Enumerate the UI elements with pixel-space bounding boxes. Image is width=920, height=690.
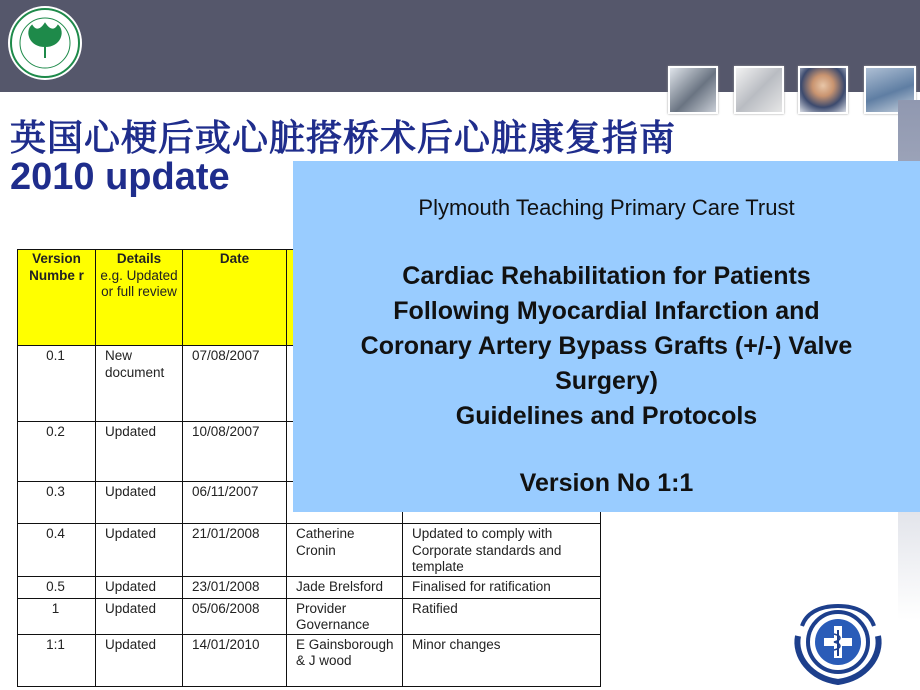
cell-notes: Ratified	[403, 598, 601, 634]
cell-details: Updated	[96, 576, 183, 598]
cell-date: 06/11/2007	[183, 482, 287, 524]
table-row	[18, 524, 601, 577]
cell-date: 21/01/2008	[183, 524, 287, 577]
cell-details: Updated	[96, 598, 183, 634]
cell-notes: Finalised for ratification	[403, 576, 601, 598]
cell-details: Updated	[96, 634, 183, 686]
guideline-title-line: Following Myocardial Infarction and	[393, 297, 820, 325]
cell-author: Jade Brelsford	[287, 576, 403, 598]
table-row	[18, 634, 601, 686]
cell-notes: Minor changes	[403, 634, 601, 686]
header-details-sub: e.g. Updated or full review	[100, 267, 178, 299]
cell-author: Catherine Cronin	[287, 524, 403, 577]
cell-version: 1:1	[18, 634, 96, 686]
header-details-bold: Details	[116, 251, 162, 266]
cell-details: Updated	[96, 422, 183, 482]
cell-notes: Updated to comply with Corporate standards and template	[403, 524, 601, 577]
cell-version: 0.2	[18, 422, 96, 482]
cell-version: 0.4	[18, 524, 96, 577]
cell-details: New document	[96, 346, 183, 422]
page-title-chinese: 英国心梗后或心脏搭桥术后心脏康复指南	[10, 118, 677, 159]
table-row	[18, 576, 601, 598]
cell-date: 07/08/2007	[183, 346, 287, 422]
hospital-logo	[8, 6, 82, 80]
equipment-photo	[734, 66, 784, 114]
cell-version: 0.5	[18, 576, 96, 598]
header-cell-details	[96, 250, 183, 346]
guideline-title-line: Guidelines and Protocols	[455, 402, 758, 430]
guideline-title-line: Coronary Artery Bypass Grafts (+/-) Valve	[360, 332, 853, 360]
cell-details: Updated	[96, 482, 183, 524]
guideline-title	[293, 259, 920, 434]
trust-name: Plymouth Teaching Primary Care Trust	[418, 195, 795, 220]
cell-version: 0.3	[18, 482, 96, 524]
guideline-title-line: Cardiac Rehabilitation for Patients	[402, 262, 811, 290]
cell-version: 0.1	[18, 346, 96, 422]
cell-author: Provider Governance	[287, 598, 403, 634]
medical-badge-logo-icon	[788, 596, 888, 686]
cell-date: 10/08/2007	[183, 422, 287, 482]
version-number: Version No 1:1	[519, 469, 694, 497]
cell-date: 23/01/2008	[183, 576, 287, 598]
cell-details: Updated	[96, 524, 183, 577]
medical-badge-logo	[788, 596, 888, 686]
page-title-update: 2010 update	[10, 156, 230, 198]
table-row	[18, 598, 601, 634]
laptop-photo	[668, 66, 718, 114]
cell-author: E Gainsborough & J wood	[287, 634, 403, 686]
document-cover-overlay	[293, 161, 920, 512]
header-cell-version: Version Numbe r	[18, 250, 96, 346]
header-cell-date: Date	[183, 250, 287, 346]
cell-date: 05/06/2008	[183, 598, 287, 634]
ginkgo-leaf-logo-icon	[8, 6, 82, 80]
guideline-title-line: Surgery)	[555, 367, 658, 395]
cell-date: 14/01/2010	[183, 634, 287, 686]
portrait-photo	[798, 66, 848, 114]
cell-version: 1	[18, 598, 96, 634]
